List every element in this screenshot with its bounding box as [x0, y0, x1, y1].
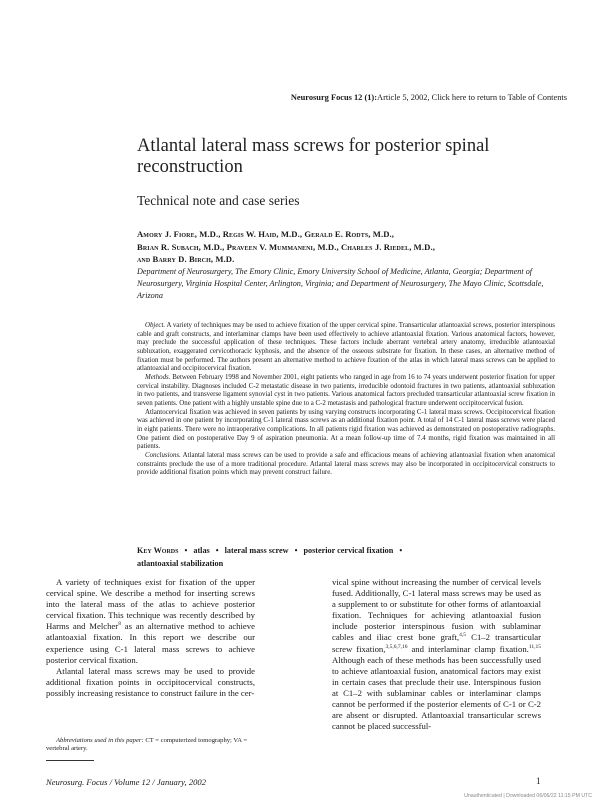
- keyword: lateral mass screw: [224, 546, 289, 555]
- reference[interactable]: 3,5,6,7,16: [385, 643, 408, 650]
- article-subtitle: Technical note and case series: [137, 193, 300, 208]
- journal-citation: Neurosurg Focus 12 (1):: [290, 93, 378, 102]
- body-paragraph: vical spine without increasing the number of cervical levels fused. Additionally, C-1 lateral mass screws may be used as a supplement to or substitute for other forms of atlantoaxial fixation. Techniques for achieving atlantoaxial fusion include posterior interspinous fusion with sublaminar cables and iliac crest bone graft,$^{4,5}$ C1–2 transarticular screw fixation,$^{3,5,6,7,16}$ and interlaminar clamp fixation.$^{11,15}$ Although each of these methods has been successfully used to achieve atlantoaxial fusion, anatomical factors may exist in certain cases that preclude their use. Interspinous fusion at C1–2 with sublaminar cables or interlaminar clamps cannot be performed if the posterior elements of C-1 or C-2 are absent or disrupted. Atlantoaxial transarticular screws cannot be placed successful-: [332, 577, 542, 732]
- body-paragraph: Atlantal lateral mass screws may be used to provide additional fixation points in occipitocervical constructs, possibly increasing resistance to construct failure in the cer-: [46, 665, 255, 698]
- author-line: and Barry D. Birch, M.D.: [137, 254, 235, 265]
- author-list: [137, 228, 557, 266]
- footnote: Abbreviations used in this paper: CT = computerized tomography; VA = vertebral artery.: [46, 737, 248, 753]
- keyword: atlantoaxial stabilization: [137, 558, 224, 568]
- abstract-conclusions: Conclusions. Atlantal lateral mass screws can be used to provide a safe and efficacious means of achieving atlantoaxial fixation when anatomical constraints preclude the use of a more traditional procedure. Atlantal lateral mass screws may also be incorporated in occipitocervical constructs to provide additional fixation points which may prevent construct failure.: [137, 451, 555, 477]
- footer-journal: Neurosurg. Focus / Volume 12 / January, 2002: [46, 777, 207, 787]
- body-paragraph: A variety of techniques exist for fixation of the upper cervical spine. We describe a method for inserting screws into the lateral mass of the atlas to achieve posterior cervical fixation. This technique was recently described by Harms and Melcher$^8$ as an alternative method to achieve atlantoaxial fixation. In this report we describe our experience using C-1 lateral mass screws to achieve posterior cervical fixation.: [46, 577, 255, 665]
- reference[interactable]: 8: [118, 621, 121, 628]
- abstract-label: Object.: [145, 322, 166, 329]
- author-line: Brian R. Subach, M.D., Praveen V. Mummaneni, M.D., Charles J. Riedel, M.D.,: [137, 241, 435, 252]
- keywords: Key Words • atlas • lateral mass screw • posterior cervical fixation • atlantoaxial stabilization: [137, 546, 403, 568]
- footnote-rule: [46, 760, 94, 761]
- keyword: atlas: [193, 546, 210, 555]
- page-number: 1: [536, 776, 541, 786]
- affiliations: Department of Neurosurgery, The Emory Clinic, Emory University School of Medicine, Atlanta, Georgia; Department of Neurosurgery, Virginia Hospital Center, Arlington, Virginia; and Department of Neurosurgery, The Mayo Clinic, Scottsdale, Arizona: [137, 267, 544, 300]
- article-title: Atlantal lateral mass screws for posterior spinal reconstruction: [137, 136, 490, 177]
- keyword: posterior cervical fixation: [303, 546, 394, 555]
- abstract-object: Object. A variety of techniques may be used to achieve fixation of the upper cervical spine. Transarticular atlantoaxial screws, posterior interspinous cable and graft constructs, and interlaminar clamps have been used effectively to achieve atlantoaxial fixation. Various anatomical factors, however, may preclude the successful application of these techniques. These factors include aberrant vertebral artery anatomy, irreducible atlantoaxial subluxation, exaggerated cervicothoracic kyphosis, and the absence of the osseous substrate for fixation. In these cases, an alternative method of fixation must be performed. The authors present an alternative method to achieve fixation of the atlas in which lateral mass screws can be applied to atlantoaxial and occipitocervical fixation.: [137, 322, 555, 373]
- abstract-results: Atlantocervical fixation was achieved in seven patients by using varying constructs incorporating C-1 lateral mass screws. Occipitocervical fixation was achieved in one patient by incorporating C-1 lateral mass screws as an additional fixation point. A total of 14 C-1 lateral mass screws were placed in eight patients. There were no intraoperative complications. In all patients rigid fixation was achieved as demonstrated on postoperative radiographs. One patient died on postoperative Day 9 of aspiration pneumonia. At a mean follow-up time of 7.4 months, rigid fixation was maintained in all patients.: [137, 408, 555, 451]
- toc-link[interactable]: Article 5, 2002, Click here to return to Table of Contents: [377, 93, 567, 102]
- abstract-label: Methods.: [145, 373, 171, 381]
- body-column-left: [46, 577, 255, 699]
- running-header: [0, 93, 567, 102]
- download-watermark: Unauthenticated | Downloaded 06/06/22 11:15 PM UTC: [464, 793, 592, 799]
- author-line: Amory J. Fiore, M.D., Regis W. Haid, M.D., Gerald E. Rodts, M.D.,: [137, 229, 395, 239]
- reference[interactable]: 11,15: [528, 643, 542, 650]
- abstract-methods: Methods. Between February 1998 and November 2001, eight patients who ranged in age from 16 to 74 years underwent posterior fixation for upper cervical instability. Diagnoses included C-2 metastatic disease in two patients, irreducible odontoid fractures in two patients, atlantoaxial subluxation in two patients, and transverse ligament synovial cyst in two patients. Various anatomical factors precluded transarticular atlantoaxial screw fixation in seven patients. One patient with a highly unstable spine due to a C-2 metastasis and pathological fracture underwent occipitocervical fusion.: [137, 373, 555, 407]
- abstract-label: Conclusions.: [145, 451, 181, 459]
- keywords-label: Key Words: [137, 546, 179, 555]
- abstract: [137, 322, 555, 478]
- body-column-right: [332, 577, 541, 732]
- reference[interactable]: 4,5: [459, 632, 466, 639]
